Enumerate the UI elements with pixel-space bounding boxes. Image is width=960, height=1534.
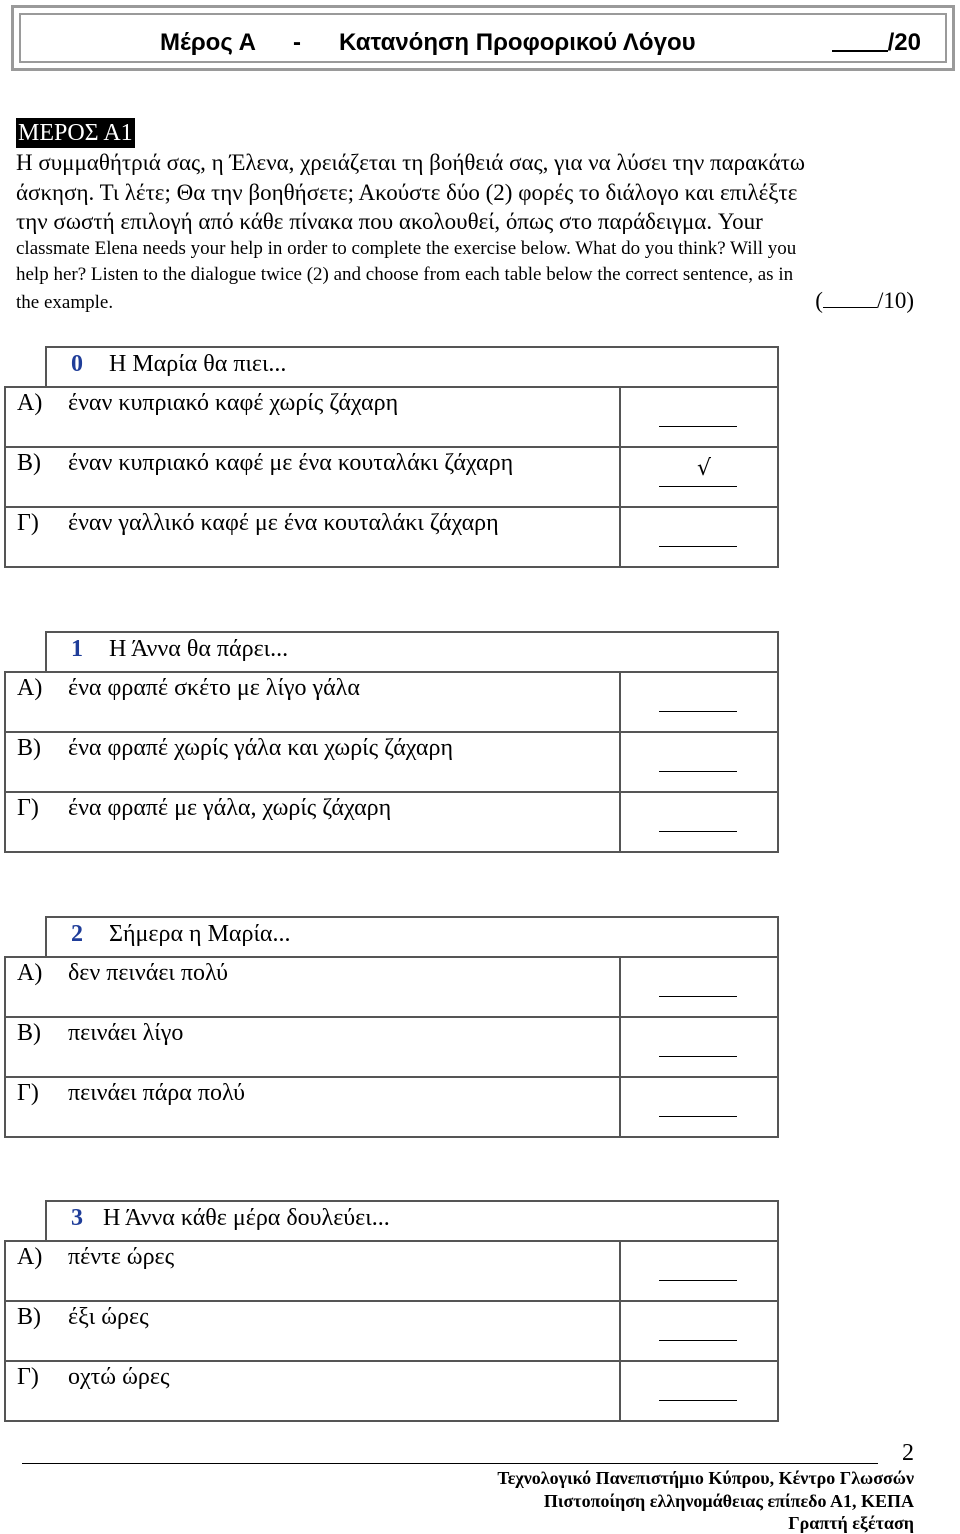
option-row — [5, 1017, 620, 1077]
question-table-3 — [4, 1200, 779, 1422]
option-letter: Γ) — [17, 795, 39, 821]
instruction-english-line-3: the example. — [16, 292, 114, 313]
question-stem: Η Μαρία θα πιει... — [109, 351, 287, 377]
option-letter: Α) — [17, 390, 43, 416]
question-header — [46, 632, 778, 672]
answer-cell[interactable] — [620, 1361, 778, 1421]
answer-cell[interactable] — [620, 447, 778, 507]
option-text: έξι ώρες — [68, 1304, 149, 1330]
option-text: ένα φραπέ με γάλα, χωρίς ζάχαρη — [68, 795, 392, 821]
answer-line — [659, 546, 737, 547]
option-row — [5, 672, 620, 732]
option-letter: Β) — [17, 1304, 41, 1330]
answer-line — [659, 771, 737, 772]
option-row — [5, 387, 620, 447]
option-row — [5, 1077, 620, 1137]
option-text: έναν κυπριακό καφέ με ένα κουταλάκι ζάχαρη — [68, 450, 514, 476]
answer-line — [659, 996, 737, 997]
option-row — [5, 792, 620, 852]
option-letter: Α) — [17, 675, 43, 701]
answer-line — [659, 426, 737, 427]
answer-line — [659, 1116, 737, 1117]
option-text: ένα φραπέ χωρίς γάλα και χωρίς ζάχαρη — [68, 735, 453, 761]
option-letter: Β) — [17, 735, 41, 761]
option-text: δεν πεινάει πολύ — [68, 960, 229, 986]
option-row — [5, 732, 620, 792]
option-row — [5, 957, 620, 1017]
score-blank[interactable] — [832, 30, 888, 52]
question-number: 0 — [71, 351, 83, 377]
option-row — [5, 447, 620, 507]
header-box — [11, 5, 955, 71]
question-stem: Η Άννα κάθε μέρα δουλεύει... — [103, 1205, 390, 1231]
instruction-greek-line-1: Η συμμαθήτριά σας, η Έλενα, χρειάζεται τη βοήθειά σας, για να λύσει την παρακάτω — [16, 150, 806, 175]
question-table-2 — [4, 916, 779, 1138]
option-row — [5, 1241, 620, 1301]
answer-line — [659, 486, 737, 487]
option-text: ένα φραπέ σκέτο με λίγο γάλα — [68, 675, 360, 701]
option-text: οχτώ ώρες — [68, 1364, 170, 1390]
answer-line — [659, 1056, 737, 1057]
header-inner-border — [19, 13, 947, 63]
instruction-greek-line-3: την σωστή επιλογή από κάθε πίνακα που ακολουθεί, όπως στο παράδειγμα. Your — [16, 209, 763, 234]
option-letter: Β) — [17, 1020, 41, 1046]
header-part: Μέρος Α — [160, 29, 256, 56]
answer-cell[interactable] — [620, 507, 778, 567]
option-letter: Β) — [17, 450, 41, 476]
page-number: 2 — [902, 1440, 914, 1466]
option-text: έναν κυπριακό καφέ χωρίς ζάχαρη — [68, 390, 399, 416]
answer-line — [659, 711, 737, 712]
answer-cell[interactable] — [620, 1017, 778, 1077]
option-text: πεινάει πάρα πολύ — [68, 1080, 246, 1106]
header-title: Κατανόηση Προφορικού Λόγου — [339, 29, 696, 56]
section-score: ( /10) — [815, 288, 914, 313]
section-label: ΜΕΡΟΣ Α1 — [18, 120, 133, 146]
instruction-greek-line-2: άσκηση. Τι λέτε; Θα την βοηθήσετε; Ακούστε δύο (2) φορές το διάλογο και επιλέξτε — [16, 180, 798, 205]
question-table-1 — [4, 631, 779, 853]
answer-cell[interactable] — [620, 792, 778, 852]
question-number: 3 — [71, 1205, 83, 1231]
option-letter: Γ) — [17, 510, 39, 536]
question-table-0 — [4, 346, 779, 568]
question-stem: Σήμερα η Μαρία... — [109, 921, 291, 947]
question-number: 2 — [71, 921, 83, 947]
question-header — [46, 917, 778, 957]
footer-institution: Τεχνολογικό Πανεπιστήμιο Κύπρου, Κέντρο Γλωσσών — [497, 1468, 914, 1488]
instruction-english-line-2: help her? Listen to the dialogue twice (2) and choose from each table below the correct sentence, as in — [16, 264, 794, 285]
header-dash: - — [293, 29, 301, 56]
footer-certification: Πιστοποίηση ελληνομάθειας επίπεδο Α1, ΚΕΠΑ — [543, 1491, 914, 1511]
option-letter: Γ) — [17, 1080, 39, 1106]
option-letter: Γ) — [17, 1364, 39, 1390]
answer-cell[interactable] — [620, 672, 778, 732]
answer-line — [659, 1340, 737, 1341]
header-score: /20 — [832, 29, 921, 57]
answer-cell[interactable] — [620, 732, 778, 792]
option-text: έναν γαλλικό καφέ με ένα κουταλάκι ζάχαρη — [68, 510, 499, 536]
footer-exam-type: Γραπτή εξέταση — [788, 1513, 914, 1533]
option-row — [5, 1361, 620, 1421]
answer-cell[interactable] — [620, 957, 778, 1017]
option-letter: Α) — [17, 1244, 43, 1270]
question-header — [46, 1201, 778, 1241]
section-score-blank[interactable] — [823, 289, 877, 308]
answer-cell[interactable] — [620, 1077, 778, 1137]
answer-line — [659, 1400, 737, 1401]
answer-cell[interactable] — [620, 1301, 778, 1361]
option-text: πέντε ώρες — [68, 1244, 175, 1270]
option-letter: Α) — [17, 960, 43, 986]
answer-line — [659, 1280, 737, 1281]
footer-divider — [22, 1463, 878, 1464]
option-row — [5, 507, 620, 567]
option-row — [5, 1301, 620, 1361]
instruction-english-line-1: classmate Elena needs your help in order to complete the exercise below. What do you think? Will you — [16, 238, 797, 259]
answer-line — [659, 831, 737, 832]
question-header — [46, 347, 778, 387]
option-text: πεινάει λίγο — [68, 1020, 184, 1046]
question-stem: Η Άννα θα πάρει... — [109, 636, 289, 662]
question-number: 1 — [71, 636, 83, 662]
answer-cell[interactable] — [620, 387, 778, 447]
checkmark-icon: √ — [697, 456, 712, 481]
answer-cell[interactable] — [620, 1241, 778, 1301]
